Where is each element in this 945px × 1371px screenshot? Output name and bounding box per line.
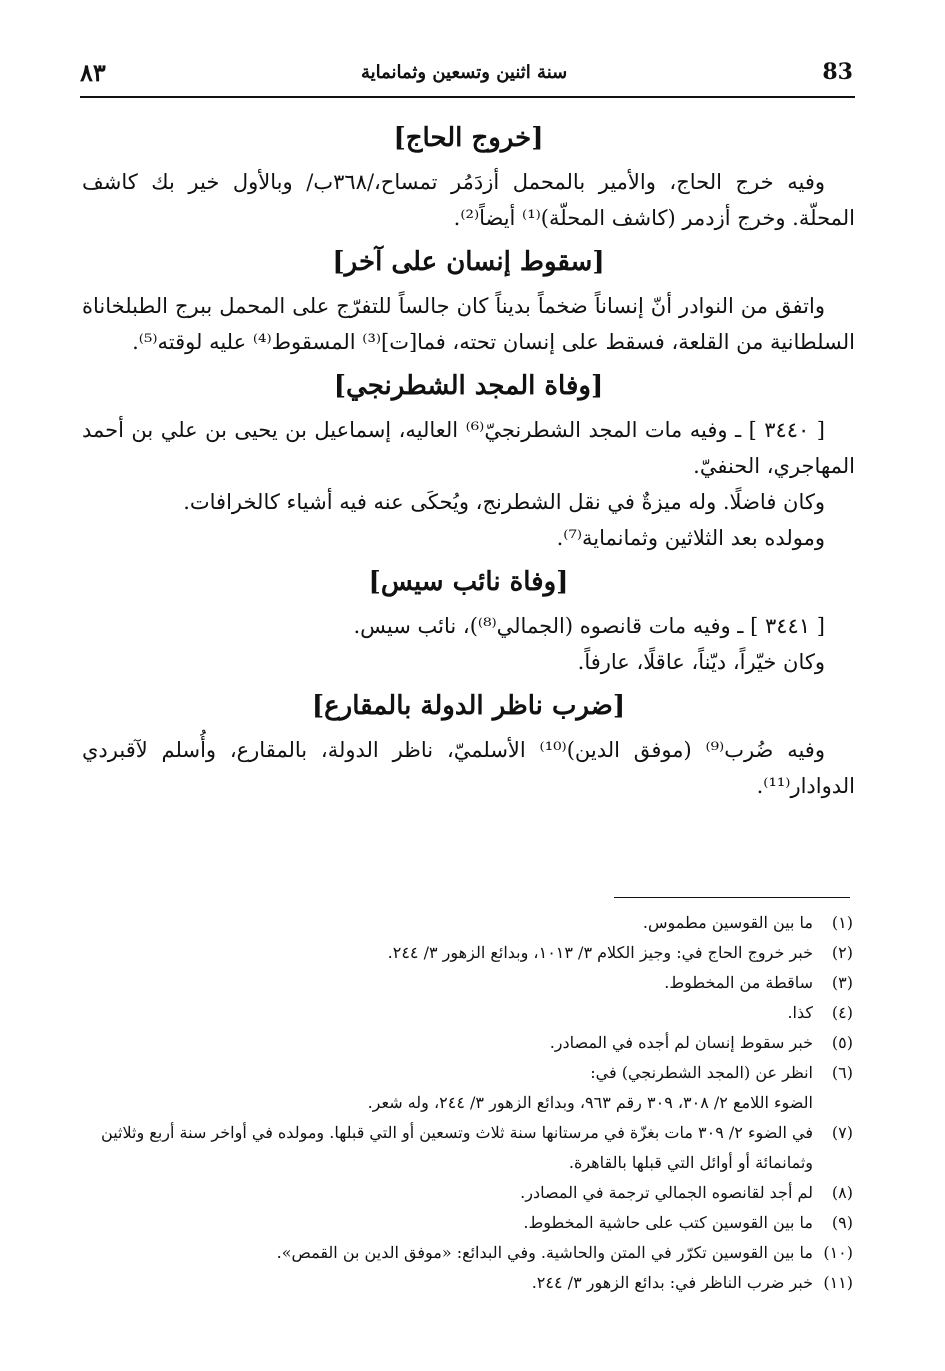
footnote xyxy=(80,1238,853,1268)
footnote xyxy=(80,1088,853,1118)
footnote-number: (٨) xyxy=(831,1183,853,1202)
footnote-text: في الضوء ٢/ ٣٠٩ مات بغزّة في مرستانها سنة ثلاث وتسعين أو التي قبلها. ومولده في أواخر سنة أربع وثلاثين وثمانمائة أو أوائل التي قبلها بالقاهرة. xyxy=(101,1123,813,1172)
footnote-text: خبر سقوط إنسان لم أجده في المصادر. xyxy=(549,1033,813,1052)
section-title: [خروج الحاج] xyxy=(393,123,544,153)
footnote-number: (٣) xyxy=(831,973,853,992)
header-rule xyxy=(80,96,855,98)
footnote-text: ما بين القوسين تكرّر في المتن والحاشية. وفي البدائع: «موفق الدين بن القمص». xyxy=(276,1243,813,1262)
footnote xyxy=(80,1268,853,1298)
footnote xyxy=(80,1118,853,1178)
footnote-text: انظر عن (المجد الشطرنجي) في: xyxy=(590,1063,813,1082)
page-number-arabic: ٨٣ xyxy=(80,57,106,87)
footnote-rule xyxy=(614,897,850,898)
biography-entry: [ ٣٤٤١ ] ـ وفيه مات قانصوه (الجمالي⁽⁸⁾)، نائب سيس. xyxy=(353,614,825,638)
footnote xyxy=(80,908,853,938)
footnote-text: خبر ضرب الناظر في: بدائع الزهور ٣/ ٢٤٤. xyxy=(531,1273,813,1292)
footnote-text: ما بين القوسين مطموس. xyxy=(642,913,813,932)
section-title: [وفاة نائب سيس] xyxy=(368,567,569,597)
footnote xyxy=(80,1208,853,1238)
biography-entry: [ ٣٤٤٠ ] ـ وفيه مات المجد الشطرنجيّ⁽⁶⁾ العاليه، إسماعيل بن يحيى بن علي بن أحمد المهاجري، الحنفيّ. xyxy=(82,418,855,478)
footnote-number: (١١) xyxy=(823,1273,853,1292)
footnote-text: لم أجد لقانصوه الجمالي ترجمة في المصادر. xyxy=(520,1183,813,1202)
paragraph: واتفق من النوادر أنّ إنساناً ضخماً بديناً كان جالساً للتفرّج على المحمل ببرج الطبلخاناة السلطانية من القلعة، فسقط على إنسان تحته، فما[ت]⁽³⁾ المسقوط⁽⁴⁾ عليه لوقته⁽⁵⁾. xyxy=(82,294,855,354)
footnote xyxy=(80,1178,853,1208)
footnote-number: (١٠) xyxy=(823,1243,853,1262)
footnote xyxy=(80,968,853,998)
footnote-number: (٧) xyxy=(831,1123,853,1142)
footnote-text: خبر خروج الحاج في: وجيز الكلام ٣/ ١٠١٣، وبدائع الزهور ٣/ ٢٤٤. xyxy=(387,943,813,962)
footnote-number: (٩) xyxy=(831,1213,853,1232)
main-text xyxy=(82,112,855,804)
running-title: سنة اثنين وتسعين وثمانماية xyxy=(360,61,568,83)
footnote-text: ساقطة من المخطوط. xyxy=(664,973,813,992)
footnote-number: (٤) xyxy=(831,1003,853,1022)
footnote-text: الضوء اللامع ٢/ ٣٠٨، ٣٠٩ رقم ٩٦٣، وبدائع الزهور ٣/ ٢٤٤، وله شعر. xyxy=(367,1093,813,1112)
section-title: [وفاة المجد الشطرنجي] xyxy=(333,371,604,401)
section-title: [سقوط إنسان على آخر] xyxy=(332,247,605,277)
paragraph: وكان خيّراً، ديّناً، عاقلًا، عارفاً. xyxy=(577,650,825,674)
footnote xyxy=(80,1028,853,1058)
page-number-latin: 83 xyxy=(822,59,853,85)
footnote-number xyxy=(813,1088,853,1118)
footnote-number: (١) xyxy=(831,913,853,932)
footnote-number: (٢) xyxy=(831,943,853,962)
footnote-text: كذا. xyxy=(787,1003,813,1022)
footnotes xyxy=(80,908,853,1298)
footnote xyxy=(80,1058,853,1088)
footnote xyxy=(80,938,853,968)
footnote-text: ما بين القوسين كتب على حاشية المخطوط. xyxy=(523,1213,813,1232)
page-header xyxy=(80,52,853,92)
paragraph: وكان فاضلًا. وله ميزةٌ في نقل الشطرنج، ويُحكَى عنه فيه أشياء كالخرافات. xyxy=(183,490,825,514)
paragraph: وفيه خرج الحاج، والأمير بالمحمل أزدَمُر تمساح،/٣٦٨ب/ وبالأول خير بك كاشف المحلّة. وخرج أزدمر (كاشف المحلّة)⁽¹⁾ أيضاً⁽²⁾. xyxy=(82,170,855,230)
footnote-number: (٥) xyxy=(831,1033,853,1052)
footnote-number: (٦) xyxy=(831,1063,853,1082)
section-title: [ضرب ناظر الدولة بالمقارع] xyxy=(311,691,626,721)
paragraph: وفيه ضُرب⁽⁹⁾ (موفق الدين)⁽¹⁰⁾ الأسلميّ، ناظر الدولة، بالمقارع، وأُسلم لآقبردي الدوادار⁽¹¹⁾. xyxy=(82,738,855,798)
paragraph: ومولده بعد الثلاثين وثمانماية⁽⁷⁾. xyxy=(556,526,825,550)
footnote xyxy=(80,998,853,1028)
